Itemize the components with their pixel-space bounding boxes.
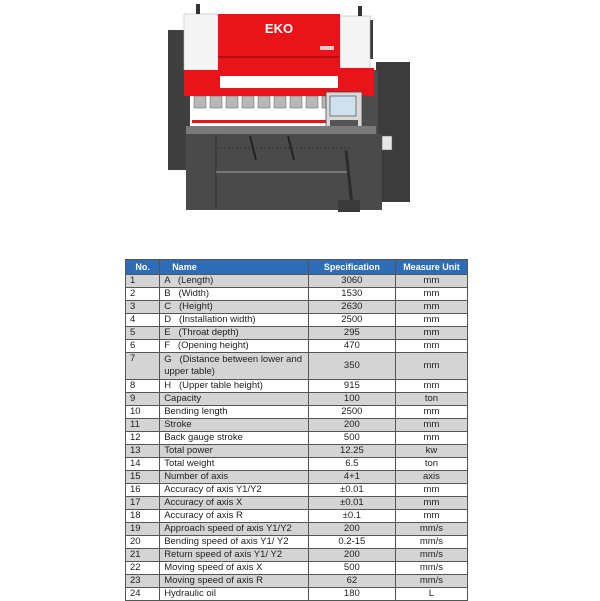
cell-unit: kw xyxy=(395,445,467,458)
table-row xyxy=(126,536,468,549)
table-row xyxy=(126,288,468,301)
table-row xyxy=(126,575,468,588)
cell-unit: mm/s xyxy=(395,562,467,575)
cell-unit: mm/s xyxy=(395,523,467,536)
cell-no: 20 xyxy=(126,536,160,549)
cell-unit: mm/s xyxy=(395,575,467,588)
cell-name: Moving speed of axis R xyxy=(160,575,309,588)
cell-unit: axis xyxy=(395,471,467,484)
cell-spec: 470 xyxy=(308,340,395,353)
cell-spec: 915 xyxy=(308,380,395,393)
cell-name: Accuracy of axis X xyxy=(160,497,309,510)
cell-unit: mm xyxy=(395,406,467,419)
cell-spec: ±0.01 xyxy=(308,484,395,497)
table-row xyxy=(126,432,468,445)
cell-spec: 12.25 xyxy=(308,445,395,458)
cell-spec: 1530 xyxy=(308,288,395,301)
table-row xyxy=(126,471,468,484)
table-row xyxy=(126,445,468,458)
cell-name: Return speed of axis Y1/ Y2 xyxy=(160,549,309,562)
cell-name: Number of axis xyxy=(160,471,309,484)
cell-no: 3 xyxy=(126,301,160,314)
table-row xyxy=(126,340,468,353)
cell-name: Approach speed of axis Y1/Y2 xyxy=(160,523,309,536)
cell-no: 10 xyxy=(126,406,160,419)
cell-no: 19 xyxy=(126,523,160,536)
foot-pedal xyxy=(338,200,360,212)
cell-no: 22 xyxy=(126,562,160,575)
cell-no: 7 xyxy=(126,353,160,380)
cell-name: Hydraulic oil xyxy=(160,588,309,601)
cell-unit: mm xyxy=(395,432,467,445)
table-row xyxy=(126,510,468,523)
cell-name: C (Height) xyxy=(160,301,309,314)
cell-no: 11 xyxy=(126,419,160,432)
cell-spec: 6.5 xyxy=(308,458,395,471)
table-row xyxy=(126,406,468,419)
cell-spec: 500 xyxy=(308,432,395,445)
tool-clamps xyxy=(194,96,334,108)
cell-unit: mm xyxy=(395,353,467,380)
table-row xyxy=(126,458,468,471)
cell-spec: 2630 xyxy=(308,301,395,314)
control-screen xyxy=(330,96,356,116)
cell-no: 13 xyxy=(126,445,160,458)
lower-table xyxy=(186,126,376,134)
cell-name: Stroke xyxy=(160,419,309,432)
cell-unit: mm xyxy=(395,301,467,314)
cell-unit: mm/s xyxy=(395,536,467,549)
cell-name: Total weight xyxy=(160,458,309,471)
cell-spec: 200 xyxy=(308,549,395,562)
eko-logo: EKO xyxy=(264,21,294,36)
specification-table xyxy=(125,259,468,601)
cell-no: 24 xyxy=(126,588,160,601)
table-row xyxy=(126,588,468,601)
cell-spec: ±0.1 xyxy=(308,510,395,523)
cell-name: D (Installation width) xyxy=(160,314,309,327)
cell-name: A (Length) xyxy=(160,275,309,288)
model-plate xyxy=(320,46,334,50)
header-no: No. xyxy=(126,260,160,275)
cell-unit: mm xyxy=(395,327,467,340)
table-row xyxy=(126,301,468,314)
table-header-row xyxy=(126,260,468,275)
cell-no: 6 xyxy=(126,340,160,353)
cell-no: 2 xyxy=(126,288,160,301)
cell-name: Total power xyxy=(160,445,309,458)
cell-no: 14 xyxy=(126,458,160,471)
table-row xyxy=(126,393,468,406)
cell-name: Bending speed of axis Y1/ Y2 xyxy=(160,536,309,549)
table-row xyxy=(126,419,468,432)
cell-name: B (Width) xyxy=(160,288,309,301)
table-row xyxy=(126,562,468,575)
cell-no: 16 xyxy=(126,484,160,497)
cell-spec: 500 xyxy=(308,562,395,575)
cell-spec: 4+1 xyxy=(308,471,395,484)
table-row xyxy=(126,275,468,288)
cell-spec: 2500 xyxy=(308,314,395,327)
cell-unit: ton xyxy=(395,458,467,471)
cell-unit: mm/s xyxy=(395,549,467,562)
cell-no: 12 xyxy=(126,432,160,445)
cell-name: G (Distance between lower and upper table) xyxy=(160,353,309,380)
table-row xyxy=(126,484,468,497)
cell-spec: 3060 xyxy=(308,275,395,288)
cell-name: Back gauge stroke xyxy=(160,432,309,445)
cell-unit: mm xyxy=(395,380,467,393)
cell-unit: mm xyxy=(395,484,467,497)
cell-spec: 2500 xyxy=(308,406,395,419)
table-row xyxy=(126,380,468,393)
cell-spec: 0.2-15 xyxy=(308,536,395,549)
cell-no: 8 xyxy=(126,380,160,393)
cell-name: Accuracy of axis Y1/Y2 xyxy=(160,484,309,497)
cell-spec: 180 xyxy=(308,588,395,601)
press-brake-machine-image xyxy=(160,0,420,220)
cell-spec: 200 xyxy=(308,523,395,536)
cell-spec: 295 xyxy=(308,327,395,340)
table-row xyxy=(126,523,468,536)
header-measure-unit: Measure Unit xyxy=(395,260,467,275)
table-row xyxy=(126,353,468,380)
cell-no: 9 xyxy=(126,393,160,406)
cell-unit: mm xyxy=(395,288,467,301)
cell-name: Capacity xyxy=(160,393,309,406)
cell-name: E (Throat depth) xyxy=(160,327,309,340)
header-specification: Specification xyxy=(308,260,395,275)
cell-no: 1 xyxy=(126,275,160,288)
cell-name: Accuracy of axis R xyxy=(160,510,309,523)
cell-unit: mm xyxy=(395,275,467,288)
left-side-cover xyxy=(184,14,218,70)
cell-no: 15 xyxy=(126,471,160,484)
right-side-cover xyxy=(340,16,370,68)
cell-unit: L xyxy=(395,588,467,601)
cell-no: 18 xyxy=(126,510,160,523)
cell-spec: 350 xyxy=(308,353,395,380)
cell-name: F (Opening height) xyxy=(160,340,309,353)
table-row xyxy=(126,314,468,327)
cell-spec: 62 xyxy=(308,575,395,588)
cell-unit: mm xyxy=(395,419,467,432)
cell-no: 23 xyxy=(126,575,160,588)
cell-spec: 200 xyxy=(308,419,395,432)
cell-unit: mm xyxy=(395,497,467,510)
cell-no: 4 xyxy=(126,314,160,327)
cell-unit: mm xyxy=(395,510,467,523)
cell-no: 5 xyxy=(126,327,160,340)
table-row xyxy=(126,327,468,340)
cell-name: H (Upper table height) xyxy=(160,380,309,393)
cell-spec: 100 xyxy=(308,393,395,406)
cell-unit: mm xyxy=(395,340,467,353)
cell-no: 17 xyxy=(126,497,160,510)
cell-no: 21 xyxy=(126,549,160,562)
table-row xyxy=(126,497,468,510)
header-name: Name xyxy=(160,260,309,275)
cell-unit: mm xyxy=(395,314,467,327)
cell-unit: ton xyxy=(395,393,467,406)
table-row xyxy=(126,549,468,562)
cell-name: Moving speed of axis X xyxy=(160,562,309,575)
cell-spec: ±0.01 xyxy=(308,497,395,510)
cell-name: Bending length xyxy=(160,406,309,419)
